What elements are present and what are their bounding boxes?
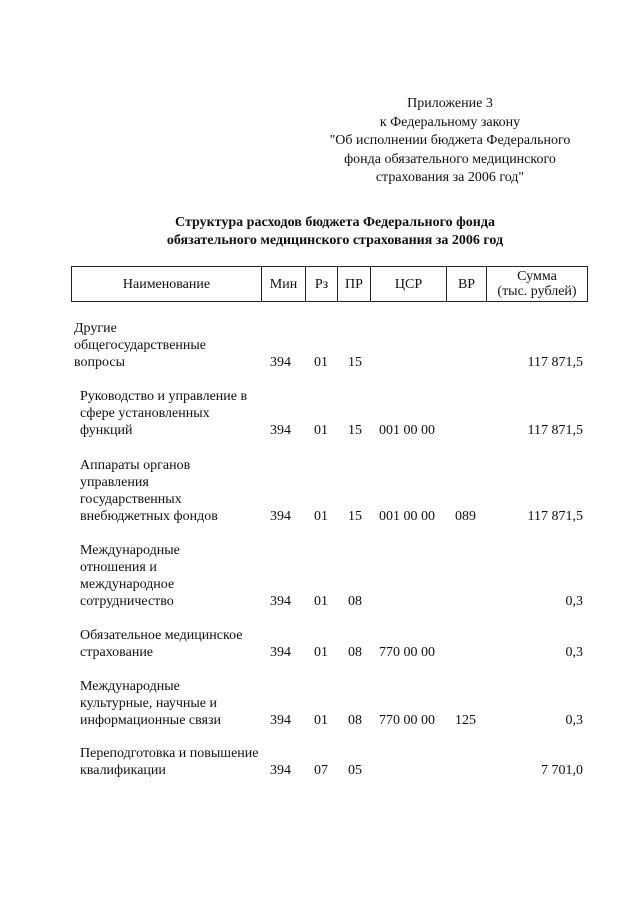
table-row: [0, 542, 640, 610]
row-min: 394: [270, 713, 291, 728]
row-min: 394: [270, 645, 291, 660]
header-csr: ЦСР: [371, 267, 447, 301]
row-sum: 0,3: [565, 713, 583, 728]
row-pr: 15: [348, 355, 362, 370]
row-rz: 01: [314, 713, 328, 728]
document-title-line: Структура расходов бюджета Федерального фонда: [175, 215, 495, 230]
appendix-line: к Федеральному закону: [379, 114, 521, 130]
header-vr: ВР: [447, 267, 487, 301]
row-sum: 117 871,5: [527, 355, 583, 370]
row-vr: 125: [455, 713, 476, 728]
header-name: Наименование: [72, 267, 262, 301]
row-sum: 117 871,5: [527, 509, 583, 524]
row-sum: 117 871,5: [527, 423, 583, 438]
row-pr: 08: [348, 713, 362, 728]
header-sum-line: (тыс. рублей): [497, 284, 577, 299]
table-row: [0, 627, 640, 661]
row-name: Международные отношения и международное сотрудничество: [80, 543, 180, 609]
header-sum: [487, 267, 587, 301]
document-title-line: обязательного медицинского страхования за 2006 год: [166, 233, 504, 248]
row-sum: 0,3: [565, 594, 583, 609]
row-sum: 7 701,0: [541, 763, 583, 778]
row-csr: 001 00 00: [379, 423, 435, 438]
row-min: 394: [270, 509, 291, 524]
row-pr: 08: [348, 645, 362, 660]
document-title: [60, 214, 610, 250]
row-min: 394: [270, 763, 291, 778]
row-rz: 01: [314, 423, 328, 438]
row-name: Аппараты органов управления государственных внебюджетных фондов: [80, 458, 218, 524]
row-rz: 01: [314, 645, 328, 660]
row-rz: 01: [314, 355, 328, 370]
row-name: Руководство и управление в сфере установленных функций: [80, 389, 248, 438]
row-rz: 01: [314, 594, 328, 609]
header-min: Мин: [262, 267, 306, 301]
row-name: Другие общегосударственные вопросы: [74, 321, 207, 370]
row-rz: 01: [314, 509, 328, 524]
table-row: [0, 745, 640, 779]
appendix-line: Приложение 3: [407, 96, 493, 111]
table-row: [0, 320, 640, 371]
table-row: [0, 457, 640, 525]
header-rz: Рз: [306, 267, 338, 301]
appendix-line: "Об исполнении бюджета Федерального: [329, 133, 571, 148]
row-name: Переподготовка и повышение квалификации: [80, 746, 259, 778]
row-pr: 15: [348, 423, 362, 438]
table-row: [0, 388, 640, 439]
row-pr: 15: [348, 509, 362, 524]
row-min: 394: [270, 423, 291, 438]
header-pr: ПР: [338, 267, 371, 301]
appendix-note: [300, 95, 600, 188]
row-rz: 07: [314, 763, 328, 778]
row-csr: 770 00 00: [379, 713, 435, 728]
row-name: Обязательное медицинское страхование: [80, 628, 243, 660]
row-min: 394: [270, 594, 291, 609]
header-sum-line: Сумма: [517, 269, 557, 284]
row-csr: 001 00 00: [379, 509, 435, 524]
row-sum: 0,3: [565, 645, 583, 660]
row-min: 394: [270, 355, 291, 370]
row-pr: 05: [348, 763, 362, 778]
table-row: [0, 678, 640, 729]
row-pr: 08: [348, 594, 362, 609]
appendix-line: страхования за 2006 год": [375, 170, 525, 185]
row-csr: 770 00 00: [379, 645, 435, 660]
table-header: [71, 266, 588, 302]
appendix-line: фонда обязательного медицинского: [344, 151, 556, 167]
row-vr: 089: [455, 509, 476, 524]
row-name: Международные культурные, научные и информационные связи: [80, 679, 222, 728]
